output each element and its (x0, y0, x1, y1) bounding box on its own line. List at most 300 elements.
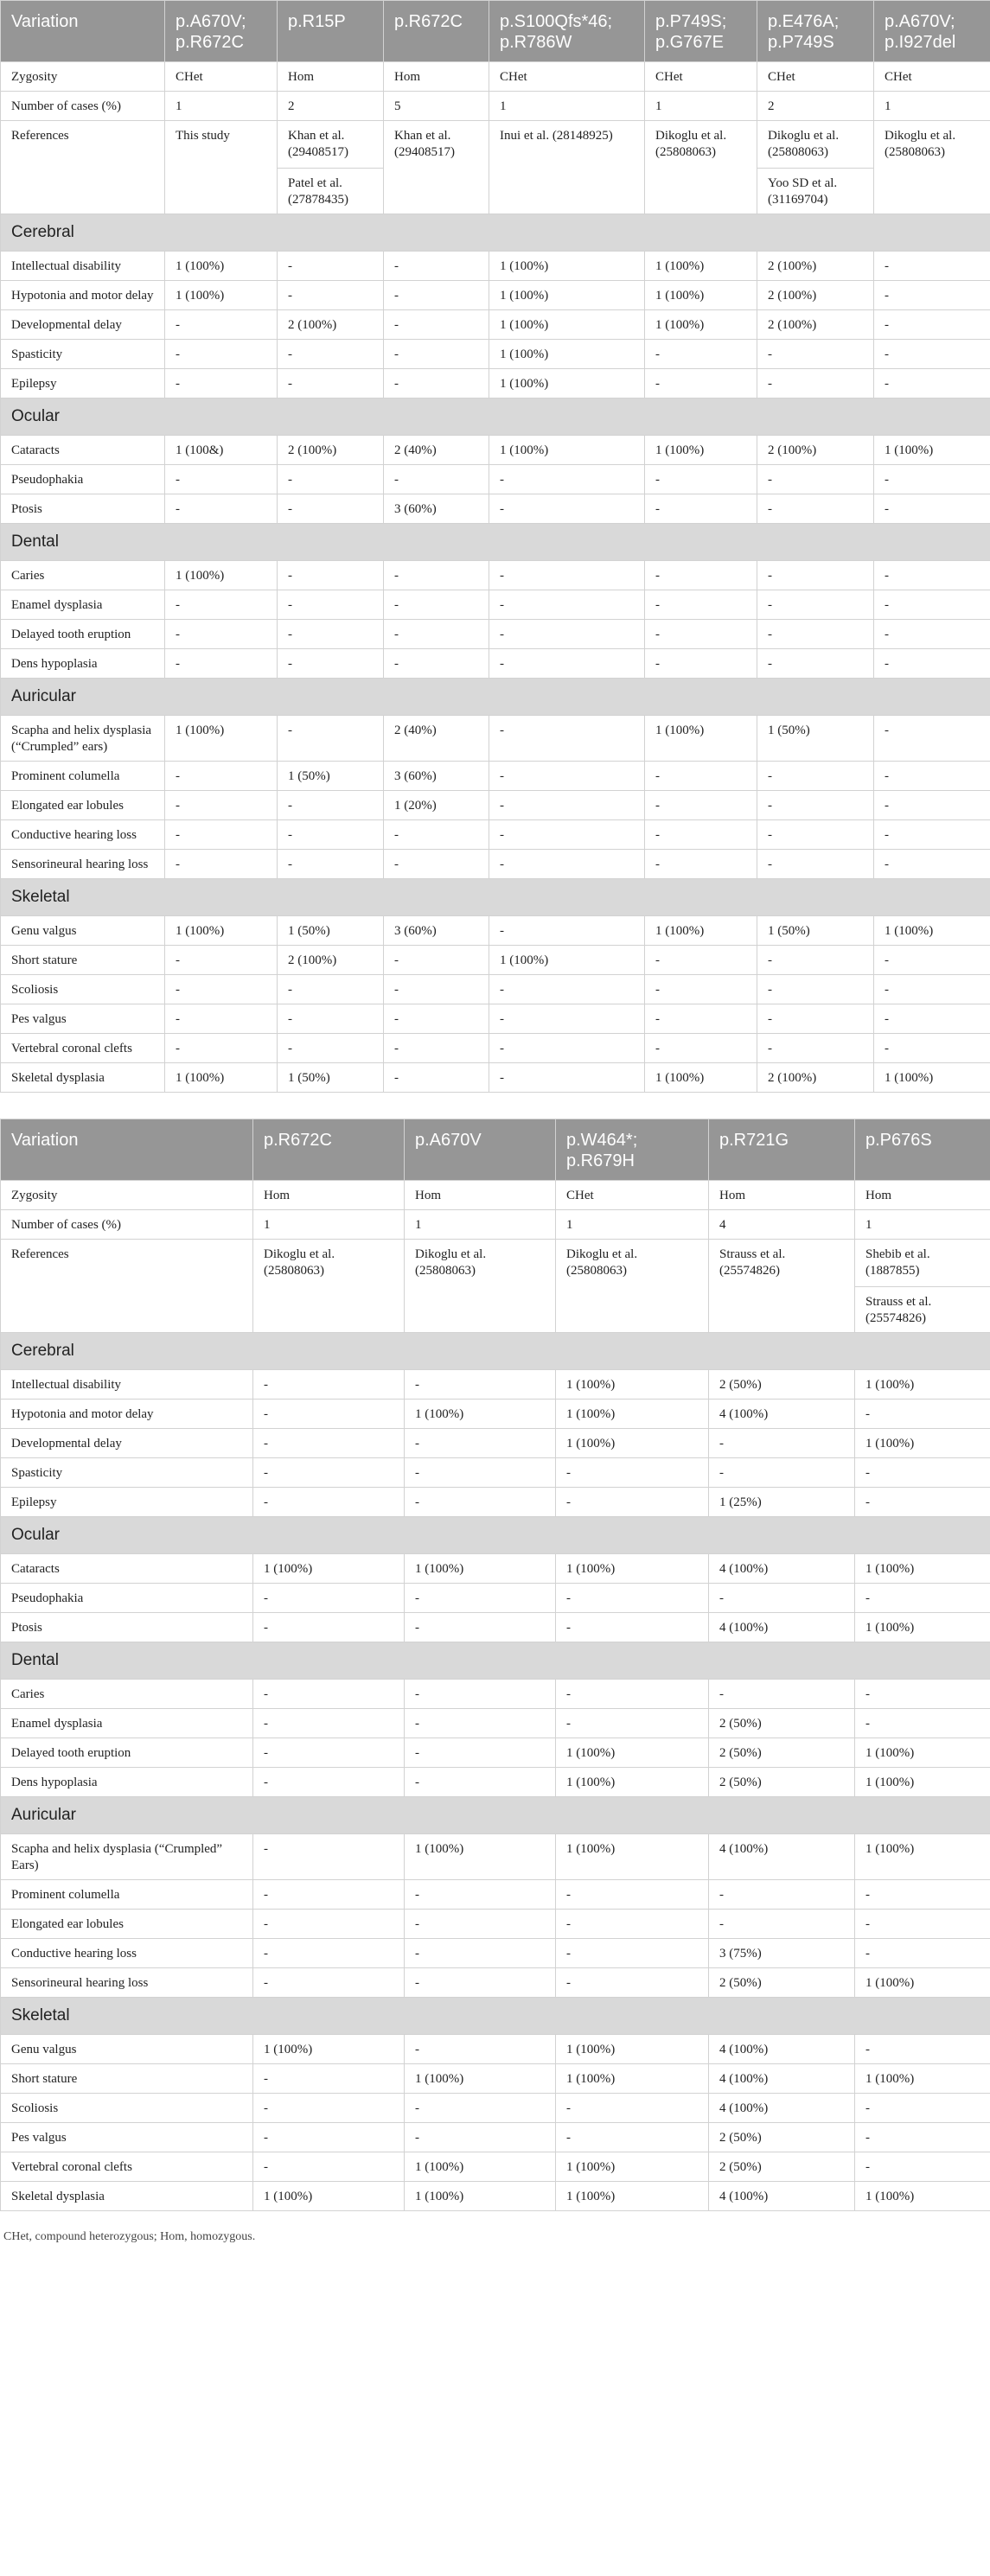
phenotype-label: Scapha and helix dysplasia (“Crumpled” Ears) (1, 1834, 253, 1880)
phenotype-value: - (405, 1738, 556, 1768)
phenotype-value: - (253, 2094, 405, 2123)
phenotype-value: 1 (100%) (645, 310, 757, 340)
phenotype-value: - (489, 1004, 645, 1034)
phenotype-label: Ptosis (1, 494, 165, 524)
phenotype-label: Cataracts (1, 1554, 253, 1584)
phenotype-label: Ptosis (1, 1613, 253, 1642)
reference-citation: Dikoglu et al. (25808063) (264, 1247, 335, 1278)
section-row (1, 1333, 990, 1370)
phenotype-row (1, 1554, 990, 1584)
section-row (1, 1998, 990, 2035)
phenotype-row (1, 2123, 990, 2152)
phenotype-value: 1 (100%) (855, 1429, 990, 1458)
header-row (1, 1, 990, 62)
phenotype-value: - (278, 369, 384, 399)
info-cell: 4 (709, 1210, 855, 1240)
phenotype-value: - (384, 252, 489, 281)
phenotype-value: - (855, 1709, 990, 1738)
phenotype-value: - (165, 850, 278, 879)
phenotype-value: - (757, 1004, 874, 1034)
header-variant-column: p.S100Qfs*46; p.R786W (489, 1, 645, 62)
phenotype-value: 3 (60%) (384, 494, 489, 524)
phenotype-value: 1 (100%) (855, 1738, 990, 1768)
phenotype-label: Vertebral coronal clefts (1, 1034, 165, 1063)
phenotype-value: 1 (50%) (278, 916, 384, 946)
phenotype-value: 1 (100%) (405, 2182, 556, 2211)
info-cell: 1 (405, 1210, 556, 1240)
phenotype-label: Spasticity (1, 1458, 253, 1488)
phenotype-value: 1 (100%) (874, 436, 990, 465)
phenotype-label: Enamel dysplasia (1, 1709, 253, 1738)
info-cell: Hom (384, 62, 489, 92)
references-cell (645, 121, 757, 214)
phenotype-value: - (874, 281, 990, 310)
phenotype-label: Delayed tooth eruption (1, 1738, 253, 1768)
phenotype-value: - (253, 2064, 405, 2094)
phenotype-value: - (165, 1034, 278, 1063)
phenotype-row (1, 791, 990, 820)
section-title: Skeletal (1, 879, 990, 916)
section-title: Dental (1, 1642, 990, 1680)
info-row (1, 1210, 990, 1240)
phenotype-value: 1 (100%) (645, 916, 757, 946)
phenotype-value: 1 (100%) (165, 716, 278, 762)
phenotype-value: 4 (100%) (709, 1834, 855, 1880)
phenotype-value: - (384, 649, 489, 679)
row-label: References (1, 121, 165, 214)
phenotype-value: 1 (100%) (489, 436, 645, 465)
phenotype-value: - (709, 1880, 855, 1910)
phenotype-value: - (855, 2152, 990, 2182)
phenotype-value: - (165, 762, 278, 791)
info-cell: 1 (253, 1210, 405, 1240)
phenotype-row (1, 2182, 990, 2211)
section-title: Dental (1, 524, 990, 561)
phenotype-value: 2 (50%) (709, 1370, 855, 1400)
phenotype-value: 1 (100%) (645, 281, 757, 310)
phenotype-value: - (165, 620, 278, 649)
phenotype-value: - (253, 1738, 405, 1768)
phenotype-value: - (709, 1429, 855, 1458)
section-row (1, 399, 990, 436)
phenotype-row (1, 340, 990, 369)
phenotype-value: 2 (100%) (278, 310, 384, 340)
phenotype-value: - (556, 1709, 709, 1738)
phenotype-value: - (489, 561, 645, 590)
phenotype-value: 4 (100%) (709, 2182, 855, 2211)
phenotype-value: - (165, 369, 278, 399)
header-variant-column: p.R721G (709, 1119, 855, 1181)
phenotype-value: - (165, 340, 278, 369)
phenotype-value: 1 (100%) (855, 1768, 990, 1797)
row-label: References (1, 1240, 253, 1333)
phenotype-row (1, 2064, 990, 2094)
phenotype-value: 1 (100%) (556, 2035, 709, 2064)
phenotype-value: 1 (25%) (709, 1488, 855, 1517)
header-variant-column: p.R15P (278, 1, 384, 62)
info-cell: 1 (855, 1210, 990, 1240)
phenotype-value: - (645, 820, 757, 850)
phenotype-value: - (709, 1680, 855, 1709)
phenotype-value: - (645, 649, 757, 679)
phenotype-value: 2 (100%) (757, 436, 874, 465)
phenotype-value: - (757, 820, 874, 850)
phenotype-value: - (645, 340, 757, 369)
phenotype-row (1, 465, 990, 494)
phenotype-value: 1 (100%) (165, 916, 278, 946)
phenotype-value: - (405, 1370, 556, 1400)
phenotype-value: 1 (100%) (874, 916, 990, 946)
phenotype-value: - (556, 1488, 709, 1517)
phenotype-value: 2 (50%) (709, 2152, 855, 2182)
phenotype-value: - (757, 1034, 874, 1063)
phenotype-value: - (489, 762, 645, 791)
phenotype-value: - (405, 1880, 556, 1910)
phenotype-value: - (384, 1004, 489, 1034)
phenotype-value: - (253, 2123, 405, 2152)
phenotype-value: - (855, 1400, 990, 1429)
phenotype-value: - (165, 1004, 278, 1034)
phenotype-value: - (405, 1939, 556, 1968)
phenotype-value: - (556, 2123, 709, 2152)
phenotype-value: - (384, 340, 489, 369)
phenotype-row (1, 1834, 990, 1880)
phenotype-row (1, 369, 990, 399)
phenotype-table-2 (0, 1119, 990, 2211)
row-label: Number of cases (%) (1, 1210, 253, 1240)
info-cell: 1 (874, 92, 990, 121)
phenotype-label: Sensorineural hearing loss (1, 1968, 253, 1998)
section-title: Ocular (1, 399, 990, 436)
phenotype-value: - (384, 1063, 489, 1093)
section-row (1, 1797, 990, 1834)
phenotype-row (1, 1400, 990, 1429)
phenotype-value: - (278, 620, 384, 649)
phenotype-value: - (278, 340, 384, 369)
info-cell: CHet (757, 62, 874, 92)
header-variant-column: p.P676S (855, 1119, 990, 1181)
references-cell (253, 1240, 405, 1333)
phenotype-value: 1 (50%) (278, 762, 384, 791)
phenotype-value: - (165, 465, 278, 494)
phenotype-value: - (645, 762, 757, 791)
phenotype-label: Enamel dysplasia (1, 590, 165, 620)
table-footnote: CHet, compound heterozygous; Hom, homozygous. (3, 2230, 256, 2243)
phenotype-value: 1 (100%) (556, 2182, 709, 2211)
phenotype-row (1, 975, 990, 1004)
phenotype-value: - (556, 1939, 709, 1968)
phenotype-value: - (556, 1584, 709, 1613)
phenotype-value: 4 (100%) (709, 1554, 855, 1584)
phenotype-value: 1 (100%) (165, 281, 278, 310)
section-row (1, 1642, 990, 1680)
phenotype-value: 2 (40%) (384, 436, 489, 465)
phenotype-value: 1 (100%) (556, 1370, 709, 1400)
phenotype-value: 1 (100%) (405, 1400, 556, 1429)
section-title: Auricular (1, 679, 990, 716)
phenotype-value: - (165, 946, 278, 975)
reference-citation: Inui et al. (28148925) (500, 129, 613, 143)
phenotype-value: - (709, 1584, 855, 1613)
phenotype-label: Epilepsy (1, 369, 165, 399)
phenotype-row (1, 1738, 990, 1768)
phenotype-row (1, 1709, 990, 1738)
phenotype-value: 1 (100%) (253, 2182, 405, 2211)
phenotype-value: - (757, 791, 874, 820)
phenotype-label: Caries (1, 561, 165, 590)
phenotype-row (1, 561, 990, 590)
section-title: Ocular (1, 1517, 990, 1554)
phenotype-value: - (405, 1429, 556, 1458)
phenotype-row (1, 850, 990, 879)
phenotype-value: - (757, 946, 874, 975)
phenotype-value: - (645, 369, 757, 399)
phenotype-value: 1 (50%) (757, 916, 874, 946)
phenotype-value: - (874, 494, 990, 524)
phenotype-value: - (405, 1709, 556, 1738)
phenotype-value: - (874, 716, 990, 762)
phenotype-value: - (645, 620, 757, 649)
phenotype-row (1, 1768, 990, 1797)
phenotype-value: - (556, 1680, 709, 1709)
phenotype-value: - (855, 2035, 990, 2064)
phenotype-label: Sensorineural hearing loss (1, 850, 165, 879)
phenotype-value: 1 (100%) (489, 369, 645, 399)
phenotype-row (1, 494, 990, 524)
phenotype-label: Prominent columella (1, 762, 165, 791)
phenotype-row (1, 1004, 990, 1034)
phenotype-value: - (855, 2123, 990, 2152)
phenotype-row (1, 310, 990, 340)
phenotype-value: - (278, 649, 384, 679)
references-cell (757, 121, 874, 214)
row-label: Zygosity (1, 62, 165, 92)
phenotype-row (1, 762, 990, 791)
phenotype-row (1, 1939, 990, 1968)
phenotype-value: - (253, 1834, 405, 1880)
phenotype-value: 1 (100%) (405, 1554, 556, 1584)
phenotype-value: - (556, 1458, 709, 1488)
phenotype-value: 1 (100%) (253, 2035, 405, 2064)
phenotype-value: 2 (50%) (709, 1968, 855, 1998)
phenotype-label: Vertebral coronal clefts (1, 2152, 253, 2182)
phenotype-value: - (384, 975, 489, 1004)
phenotype-value: 1 (100%) (855, 1370, 990, 1400)
phenotype-value: - (489, 494, 645, 524)
phenotype-value: - (405, 1768, 556, 1797)
info-cell: 5 (384, 92, 489, 121)
phenotype-value: - (278, 975, 384, 1004)
references-cell (165, 121, 278, 214)
phenotype-value: - (384, 369, 489, 399)
phenotype-value: - (645, 791, 757, 820)
section-row (1, 879, 990, 916)
phenotype-value: - (405, 1488, 556, 1517)
reference-citation: This study (176, 129, 230, 143)
phenotype-value: - (405, 1910, 556, 1939)
phenotype-value: - (645, 1034, 757, 1063)
phenotype-row (1, 946, 990, 975)
phenotype-value: - (855, 1939, 990, 1968)
phenotype-value: 1 (100%) (489, 281, 645, 310)
phenotype-value: - (874, 762, 990, 791)
phenotype-value: - (556, 1910, 709, 1939)
phenotype-value: - (757, 850, 874, 879)
phenotype-row (1, 1680, 990, 1709)
phenotype-label: Pseudophakia (1, 1584, 253, 1613)
phenotype-label: Caries (1, 1680, 253, 1709)
phenotype-value: - (874, 620, 990, 649)
phenotype-row (1, 1429, 990, 1458)
info-cell: CHet (645, 62, 757, 92)
header-variant-column: p.E476A; p.P749S (757, 1, 874, 62)
phenotype-row (1, 252, 990, 281)
phenotype-value: - (165, 649, 278, 679)
phenotype-row (1, 1458, 990, 1488)
phenotype-row (1, 916, 990, 946)
phenotype-value: - (855, 1880, 990, 1910)
phenotype-value: - (645, 561, 757, 590)
phenotype-row (1, 436, 990, 465)
phenotype-value: - (253, 1880, 405, 1910)
info-cell: 1 (165, 92, 278, 121)
info-cell: CHet (165, 62, 278, 92)
phenotype-value: - (278, 716, 384, 762)
references-cell (489, 121, 645, 214)
phenotype-value: - (253, 1768, 405, 1797)
phenotype-row (1, 2035, 990, 2064)
phenotype-value: - (384, 820, 489, 850)
phenotype-row (1, 2152, 990, 2182)
references-cell (855, 1240, 990, 1333)
phenotype-value: - (165, 310, 278, 340)
phenotype-value: - (874, 465, 990, 494)
phenotype-value: 1 (100%) (405, 1834, 556, 1880)
phenotype-value: - (645, 590, 757, 620)
phenotype-row (1, 1880, 990, 1910)
phenotype-value: 1 (100%) (855, 1613, 990, 1642)
phenotype-value: 1 (100%) (855, 1554, 990, 1584)
phenotype-value: 1 (20%) (384, 791, 489, 820)
phenotype-value: - (278, 820, 384, 850)
phenotype-value: - (556, 1880, 709, 1910)
phenotype-value: - (874, 340, 990, 369)
phenotype-value: 1 (100%) (645, 716, 757, 762)
phenotype-value: - (855, 2094, 990, 2123)
phenotype-label: Scoliosis (1, 975, 165, 1004)
phenotype-value: - (645, 465, 757, 494)
phenotype-value: - (384, 561, 489, 590)
references-cell (874, 121, 990, 214)
phenotype-value: - (278, 1034, 384, 1063)
reference-citation: Strauss et al. (25574826) (719, 1247, 786, 1278)
phenotype-label: Pes valgus (1, 1004, 165, 1034)
phenotype-value: 1 (100%) (489, 310, 645, 340)
phenotype-label: Skeletal dysplasia (1, 1063, 165, 1093)
phenotype-value: 1 (100%) (253, 1554, 405, 1584)
phenotype-value: - (253, 1968, 405, 1998)
info-cell: CHet (874, 62, 990, 92)
phenotype-value: - (489, 850, 645, 879)
phenotype-value: - (874, 820, 990, 850)
phenotype-row (1, 1063, 990, 1093)
phenotype-value: - (405, 2123, 556, 2152)
phenotype-value: - (405, 2094, 556, 2123)
info-cell: Hom (253, 1181, 405, 1210)
phenotype-value: - (253, 1429, 405, 1458)
phenotype-value: - (855, 1910, 990, 1939)
phenotype-label: Dens hypoplasia (1, 1768, 253, 1797)
phenotype-value: - (645, 975, 757, 1004)
section-title: Auricular (1, 1797, 990, 1834)
reference-citation: Strauss et al. (25574826) (855, 1286, 990, 1327)
phenotype-value: 1 (50%) (278, 1063, 384, 1093)
phenotype-row (1, 1910, 990, 1939)
phenotype-value: 2 (50%) (709, 2123, 855, 2152)
phenotype-value: - (253, 1584, 405, 1613)
info-row (1, 1181, 990, 1210)
info-cell: 2 (278, 92, 384, 121)
info-row (1, 92, 990, 121)
phenotype-value: - (645, 1004, 757, 1034)
reference-citation: Yoo SD et al. (31169704) (757, 168, 873, 208)
phenotype-value: 1 (100%) (489, 252, 645, 281)
phenotype-value: 4 (100%) (709, 2035, 855, 2064)
phenotype-value: - (253, 1613, 405, 1642)
phenotype-label: Elongated ear lobules (1, 1910, 253, 1939)
phenotype-row (1, 2094, 990, 2123)
phenotype-value: 2 (100%) (278, 436, 384, 465)
info-cell: Hom (855, 1181, 990, 1210)
phenotype-value: - (489, 1063, 645, 1093)
phenotype-value: - (253, 2152, 405, 2182)
references-row (1, 1240, 990, 1333)
phenotype-value: - (874, 252, 990, 281)
header-row (1, 1119, 990, 1181)
phenotype-value: 1 (100%) (556, 2064, 709, 2094)
phenotype-row (1, 1488, 990, 1517)
phenotype-value: - (384, 620, 489, 649)
phenotype-value: - (556, 2094, 709, 2123)
phenotype-label: Pseudophakia (1, 465, 165, 494)
phenotype-value: - (384, 850, 489, 879)
phenotype-value: - (165, 791, 278, 820)
info-cell: Hom (709, 1181, 855, 1210)
header-variant-column: p.A670V; p.I927del (874, 1, 990, 62)
reference-citation: Patel et al. (27878435) (278, 168, 383, 208)
phenotype-value: 1 (100%) (874, 1063, 990, 1093)
phenotype-value: - (709, 1458, 855, 1488)
info-cell: CHet (489, 62, 645, 92)
phenotype-value: 1 (100%) (556, 1738, 709, 1768)
phenotype-value: 2 (50%) (709, 1768, 855, 1797)
phenotype-value: - (489, 465, 645, 494)
phenotype-value: 2 (100%) (757, 281, 874, 310)
phenotype-label: Prominent columella (1, 1880, 253, 1910)
phenotype-value: - (874, 1004, 990, 1034)
table-gap (0, 1093, 990, 1119)
phenotype-value: - (874, 946, 990, 975)
info-cell: 1 (556, 1210, 709, 1240)
phenotype-value: - (874, 310, 990, 340)
phenotype-value: 1 (100%) (489, 946, 645, 975)
phenotype-value: - (489, 820, 645, 850)
phenotype-value: 1 (100%) (556, 1400, 709, 1429)
phenotype-value: 2 (100%) (757, 1063, 874, 1093)
phenotype-value: 1 (100%) (645, 436, 757, 465)
phenotype-value: 1 (100%) (556, 1554, 709, 1584)
phenotype-label: Scapha and helix dysplasia (“Crumpled” ears) (1, 716, 165, 762)
